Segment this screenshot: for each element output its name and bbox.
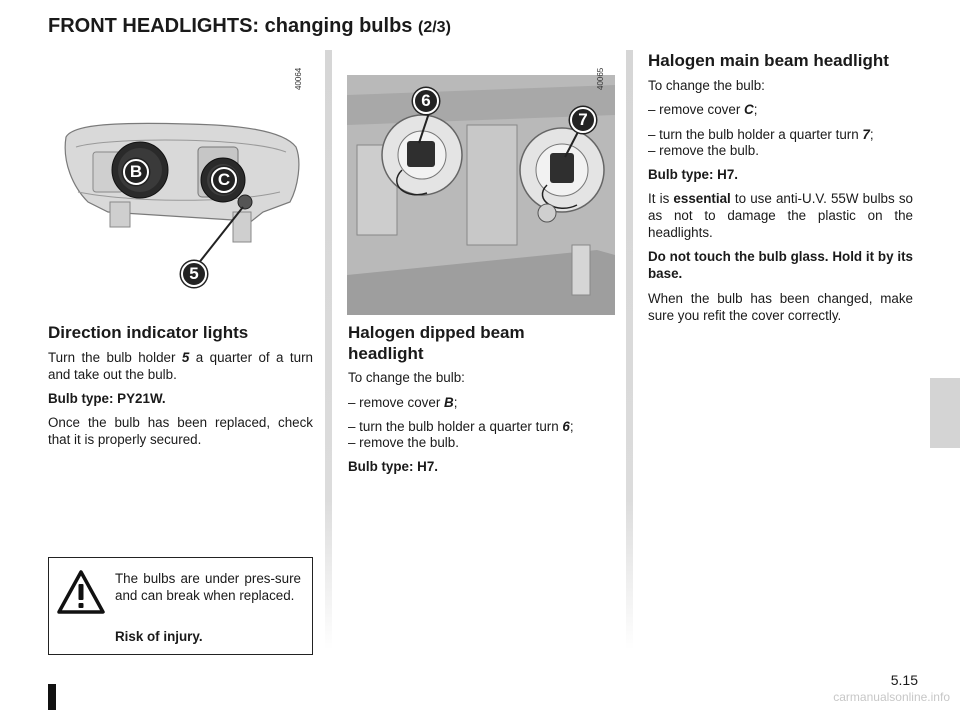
callout-c: C bbox=[211, 167, 237, 193]
main-essential-paragraph: It is essential to use anti-U.V. 55W bulbs so as not to damage the plastic on the headlights. bbox=[648, 191, 913, 240]
main-touch-warning: Do not touch the bulb glass. Hold it by its base. bbox=[648, 249, 913, 281]
edge-mark bbox=[48, 684, 56, 710]
warning-box bbox=[48, 557, 313, 655]
figure-code: 40064 bbox=[294, 67, 303, 90]
callout-7: 7 bbox=[570, 107, 596, 133]
warning-risk: Risk of injury. bbox=[115, 629, 203, 644]
warning-triangle-icon bbox=[57, 570, 105, 614]
page-number: 5.15 bbox=[890, 672, 918, 688]
title-suffix: (2/3) bbox=[418, 19, 451, 36]
heading-main-beam: Halogen main beam headlight bbox=[648, 51, 889, 70]
page-title bbox=[48, 15, 451, 38]
heading-dipped-beam: Halogen dipped beam headlight bbox=[348, 323, 525, 363]
column-divider-left bbox=[325, 50, 332, 650]
callout-5: 5 bbox=[181, 261, 207, 287]
main-step-3: – remove the bulb. bbox=[648, 143, 759, 158]
dipped-intro: To change the bulb: bbox=[348, 370, 465, 385]
figure-headlight-open bbox=[347, 75, 615, 315]
direction-paragraph-3: Once the bulb has been replaced, check that it is properly secured. bbox=[48, 415, 313, 447]
direction-paragraph-1: Turn the bulb holder 5 a quarter of a turn and take out the bulb. bbox=[48, 350, 313, 382]
headlight-rear-illustration bbox=[48, 52, 313, 292]
main-bulb-type: Bulb type: H7. bbox=[648, 167, 739, 182]
callout-6: 6 bbox=[413, 88, 439, 114]
ref-5: 5 bbox=[181, 350, 190, 365]
chapter-tab bbox=[930, 378, 960, 448]
title-text: FRONT HEADLIGHTS: changing bulbs bbox=[48, 15, 413, 37]
main-intro: To change the bulb: bbox=[648, 78, 765, 93]
callout-b: B bbox=[123, 159, 149, 185]
warning-text: The bulbs are under pres-sure and can break when replaced. bbox=[115, 571, 301, 603]
column-divider-right bbox=[626, 50, 633, 650]
main-step-1: – remove cover C; bbox=[648, 102, 758, 117]
watermark: carmanualsonline.info bbox=[833, 690, 950, 704]
main-step-2: – turn the bulb holder a quarter turn 7; bbox=[648, 127, 874, 142]
dipped-bulb-type: Bulb type: H7. bbox=[348, 459, 439, 474]
main-refit-paragraph: When the bulb has been changed, make sure you refit the cover correctly. bbox=[648, 291, 913, 323]
direction-bulb-type: Bulb type: PY21W. bbox=[48, 391, 166, 406]
dipped-step-1: – remove cover B; bbox=[348, 395, 458, 410]
dipped-step-2: – turn the bulb holder a quarter turn 6; bbox=[348, 419, 574, 434]
figure-code: 40065 bbox=[596, 67, 605, 90]
heading-direction-indicator: Direction indicator lights bbox=[48, 323, 249, 342]
dipped-step-3: – remove the bulb. bbox=[348, 435, 459, 450]
figure-headlight-rear bbox=[48, 52, 313, 292]
